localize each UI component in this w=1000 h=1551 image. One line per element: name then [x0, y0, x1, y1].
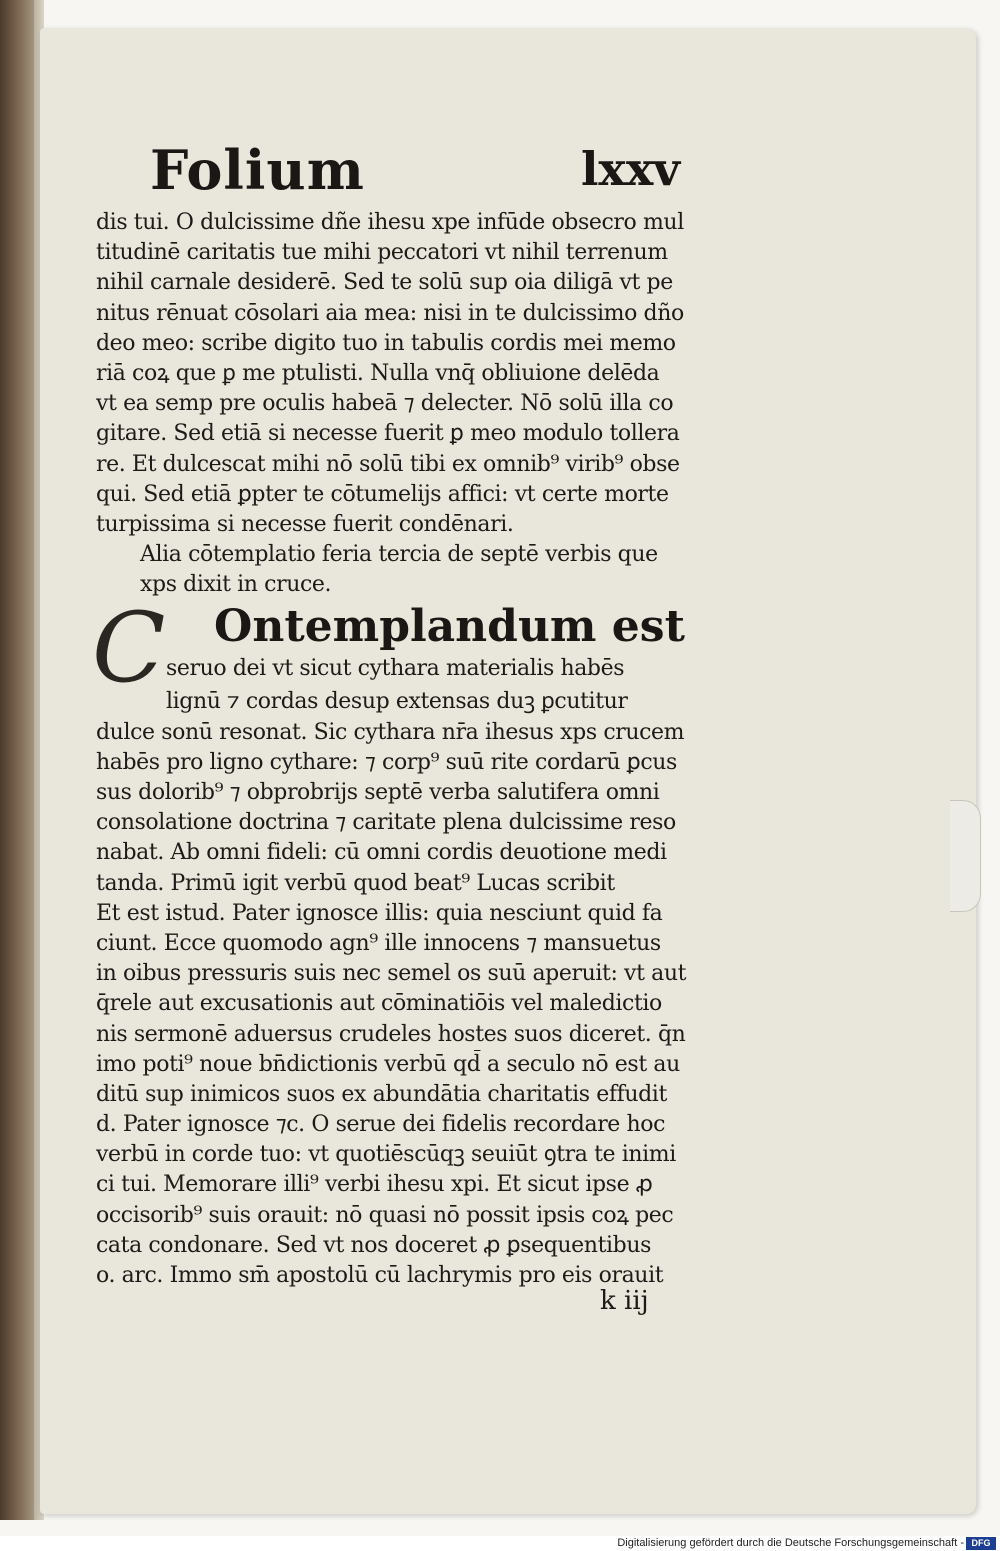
text-line: Et est istud. Pater ignosce illis: quia nesciunt quid fa — [96, 900, 663, 926]
text-line: occisorib⁹ suis orauit: nō quasi nō possit ipsis coꝝ pec — [96, 1202, 674, 1228]
text-line: ciunt. Ecce quomodo agn⁹ ille innocens ⁊ mansuetus — [96, 930, 661, 956]
text-line: titudinē caritatis tue mihi peccatori vt nihil terrenum — [96, 240, 668, 266]
text-line: ditū sup inimicos suos ex abundātia charitatis effudit — [96, 1081, 667, 1107]
text-line: in oibus pressuris suis nec semel os suū aperuit: vt aut — [96, 961, 687, 987]
text-line: d. Pater ignosce ⁊c. O serue dei fidelis recordare hoc — [96, 1112, 666, 1138]
text-line: habēs pro ligno cythare: ⁊ corp⁹ suū rite cordarū ꝑcus — [96, 749, 677, 775]
folio-word: Folium — [150, 138, 365, 202]
rubric-line: Alia cōtemplatio feria tercia de septē verbis que — [140, 542, 658, 568]
text-line: consolatione doctrina ⁊ caritate plena dulcissime reso — [96, 810, 676, 836]
text-line: deo meo: scribe digito tuo in tabulis cordis mei memo — [96, 330, 676, 356]
text-line: re. Et dulcescat mihi nō solū tibi ex omnib⁹ virib⁹ obse — [96, 451, 680, 477]
text-line: dulce sonū resonat. Sic cythara nr̄a ihesus xps crucem — [96, 719, 685, 745]
text-line: qui. Sed etiā ꝑpter te cōtumelijs affici: vt certe morte — [96, 481, 669, 507]
book-binding — [0, 0, 34, 1520]
page-edge-tab — [950, 800, 981, 912]
text-line: nabat. Ab omni fideli: cū omni cordis deuotione medi — [96, 840, 667, 866]
folio-number: lxxv — [580, 142, 680, 196]
text-line: gitare. Sed etiā si necesse fuerit ꝑ meo modulo tollera — [96, 421, 680, 447]
text-line: q̄rele aut excusationis aut cōminatiōis vel maledictio — [96, 991, 662, 1017]
text-line: ci tui. Memorare illi⁹ verbi ihesu xpi. Et sicut ipse ꝓ — [96, 1172, 653, 1198]
text-line: sus dolorib⁹ ⁊ obprobrijs septē verba salutifera omni — [96, 780, 660, 805]
text-line: o. arc. Immo sm̄ apostolū cū lachrymis pro eis orauit — [96, 1263, 664, 1288]
text-line: vt ea semp pre oculis habeā ⁊ delecter. Nō solū illa co — [96, 391, 674, 417]
text-line: riā coꝝ que ꝑ me ptulisti. Nulla vnq̄ obliuione delēda — [96, 360, 660, 386]
digitization-credit: Digitalisierung gefördert durch die Deutsche Forschungsgemeinschaft - — [617, 1537, 964, 1549]
signature-mark: k iij — [600, 1286, 649, 1316]
text-line: nitus rēnuat cōsolari aia mea: nisi in te dulcissimo dño — [96, 300, 684, 326]
text-line: tanda. Primū igit verbū quod beat⁹ Lucas scribit — [96, 870, 615, 896]
text-line: verbū in corde tuo: vt quotiēscūqꝫ seuiūt ꝯtra te inimi — [96, 1142, 676, 1168]
page-header — [150, 138, 680, 208]
text-line: lignū ⁊ cordas desup extensas duꝫ ꝑcutitur — [166, 689, 628, 715]
text-block — [92, 208, 736, 1291]
text-line: dis tui. O dulcissime dñe ihesu xpe infūde obsecro mul — [96, 210, 684, 235]
dfg-logo: DFG — [966, 1537, 996, 1550]
section-heading: Ontemplandum est — [214, 601, 685, 653]
text-line: cata condonare. Sed vt nos doceret ꝓ ꝑsequentibus — [96, 1232, 651, 1258]
text-line: imo poti⁹ noue bn̄dictionis verbū qd̄ a seculo nō est au — [96, 1051, 680, 1077]
text-line: nihil carnale desiderē. Sed te solū sup oia diligā vt pe — [96, 270, 673, 296]
text-line: seruo dei vt sicut cythara materialis habēs — [166, 656, 625, 682]
decorated-initial: C — [92, 592, 166, 705]
rubric-line: xps dixit in cruce. — [140, 572, 332, 598]
text-line: turpissima si necesse fuerit condēnari. — [96, 511, 514, 537]
text-line: nis sermonē aduersus crudeles hostes suos diceret. q̄n — [96, 1021, 686, 1047]
